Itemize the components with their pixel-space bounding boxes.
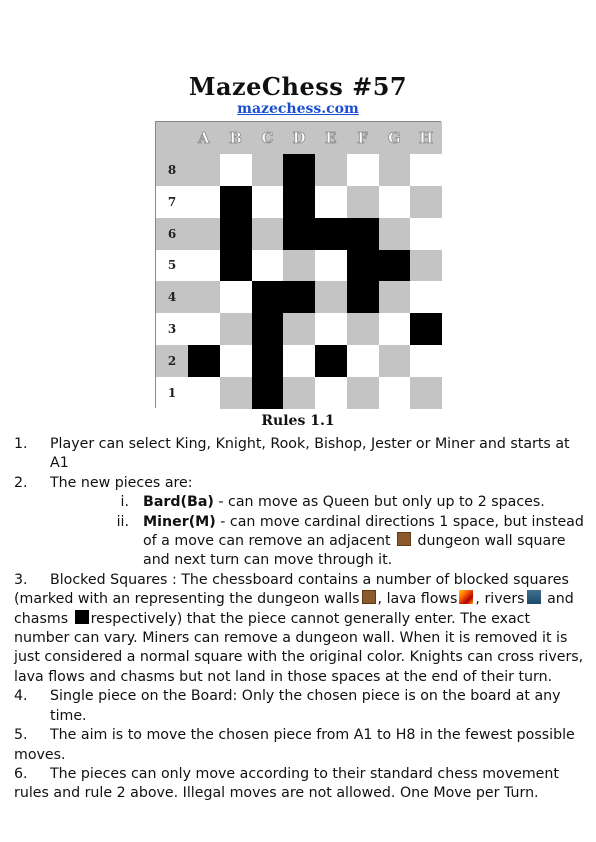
file-label-h: H	[410, 122, 442, 154]
puzzle-title: MazeChess #57	[188, 72, 408, 101]
square-d8[interactable]	[283, 154, 315, 186]
rank-label-5: 5	[156, 250, 188, 282]
rule-text-lava: , lava flows	[377, 591, 458, 608]
square-b8[interactable]	[220, 154, 252, 186]
square-f3[interactable]	[347, 313, 379, 345]
square-c1[interactable]	[252, 377, 284, 409]
square-c8[interactable]	[252, 154, 284, 186]
rule-6	[14, 765, 584, 804]
board-corner	[156, 122, 188, 154]
square-g2[interactable]	[379, 345, 411, 377]
sub-text	[143, 493, 545, 512]
square-f4[interactable]	[347, 281, 379, 313]
square-f8[interactable]	[347, 154, 379, 186]
square-g5[interactable]	[379, 250, 411, 282]
square-f7[interactable]	[347, 186, 379, 218]
rule-4	[14, 687, 584, 726]
sub-number: i.	[120, 494, 129, 511]
rule-text: Single piece on the Board: Only the chosen piece is on the board at any time.	[50, 688, 561, 724]
rule-2	[14, 474, 584, 493]
square-b1[interactable]	[220, 377, 252, 409]
square-c7[interactable]	[252, 186, 284, 218]
square-a1[interactable]	[188, 377, 220, 409]
rule-text: The new pieces are:	[50, 474, 193, 491]
rule-number: 6.	[14, 765, 28, 782]
square-g1[interactable]	[379, 377, 411, 409]
rule-2-sub-2	[14, 513, 584, 571]
dungeon-wall-icon	[362, 590, 376, 604]
square-b5[interactable]	[220, 250, 252, 282]
square-h4[interactable]	[410, 281, 442, 313]
square-a5[interactable]	[188, 250, 220, 282]
square-f5[interactable]	[347, 250, 379, 282]
square-d2[interactable]	[283, 345, 315, 377]
sub-text	[143, 513, 584, 571]
rank-label-2: 2	[156, 345, 188, 377]
square-a7[interactable]	[188, 186, 220, 218]
square-a2[interactable]	[188, 345, 220, 377]
square-g4[interactable]	[379, 281, 411, 313]
chasm-icon	[75, 610, 89, 624]
piece-description: - can move as Queen but only up to 2 spaces.	[213, 494, 545, 511]
square-h3[interactable]	[410, 313, 442, 345]
square-a8[interactable]	[188, 154, 220, 186]
square-d4[interactable]	[283, 281, 315, 313]
square-c6[interactable]	[252, 218, 284, 250]
square-e6[interactable]	[315, 218, 347, 250]
square-a3[interactable]	[188, 313, 220, 345]
rule-text-chasms: and chasms	[14, 591, 574, 627]
square-d7[interactable]	[283, 186, 315, 218]
rank-label-8: 8	[156, 154, 188, 186]
dungeon-wall-icon	[397, 532, 411, 546]
square-h5[interactable]	[410, 250, 442, 282]
square-g8[interactable]	[379, 154, 411, 186]
square-b2[interactable]	[220, 345, 252, 377]
file-label-f: F	[347, 122, 379, 154]
piece-description: - can move cardinal directions 1 space, but instead of a move can remove an adjacent	[143, 513, 584, 550]
square-h8[interactable]	[410, 154, 442, 186]
square-e7[interactable]	[315, 186, 347, 218]
rule-number: 3.	[14, 571, 28, 588]
file-label-c: C	[252, 122, 284, 154]
rules-list	[14, 435, 584, 804]
chessboard	[155, 121, 441, 408]
rule-number: 5.	[14, 727, 28, 744]
rank-label-7: 7	[156, 186, 188, 218]
square-h6[interactable]	[410, 218, 442, 250]
rule-3	[14, 571, 584, 687]
square-c2[interactable]	[252, 345, 284, 377]
rule-text: Player can select King, Knight, Rook, Bishop, Jester or Miner and starts at A1	[50, 436, 570, 472]
square-h2[interactable]	[410, 345, 442, 377]
square-d6[interactable]	[283, 218, 315, 250]
square-e4[interactable]	[315, 281, 347, 313]
rule-text-rest: respectively) that the piece cannot generally enter. The exact number can vary. Miners can remove a dungeon wall. When it is removed it is just considered a normal square with the original color. Knights can cross rivers, lava flows and chasms but not land in those spaces at the end of their turn.	[14, 610, 584, 685]
river-icon	[527, 590, 541, 604]
file-label-g: G	[379, 122, 411, 154]
lava-flow-icon	[459, 590, 473, 604]
rule-1	[14, 435, 584, 474]
square-e3[interactable]	[315, 313, 347, 345]
file-label-e: E	[315, 122, 347, 154]
square-a6[interactable]	[188, 218, 220, 250]
square-b4[interactable]	[220, 281, 252, 313]
rules-title: Rules 1.1	[261, 413, 335, 429]
square-c4[interactable]	[252, 281, 284, 313]
rule-text-rivers: , rivers	[475, 591, 525, 608]
square-e5[interactable]	[315, 250, 347, 282]
square-d1[interactable]	[283, 377, 315, 409]
rule-text: The aim is to move the chosen piece from A1 to H8 in the fewest possible moves.	[14, 727, 575, 763]
square-a4[interactable]	[188, 281, 220, 313]
piece-name: Bard(Ba)	[143, 494, 214, 511]
square-d5[interactable]	[283, 250, 315, 282]
file-label-b: B	[220, 122, 252, 154]
rule-text: Blocked Squares : The chessboard contains a number of blocked squares (marked with an representing the dungeon walls	[14, 571, 569, 608]
square-f6[interactable]	[347, 218, 379, 250]
square-b7[interactable]	[220, 186, 252, 218]
rule-number: 2.	[14, 474, 28, 491]
square-c5[interactable]	[252, 250, 284, 282]
rank-label-1: 1	[156, 377, 188, 409]
square-h7[interactable]	[410, 186, 442, 218]
rule-number: 4.	[14, 688, 28, 705]
square-f1[interactable]	[347, 377, 379, 409]
rule-number: 1.	[14, 436, 28, 452]
rule-2-sub-1	[14, 493, 584, 512]
piece-name: Miner(M)	[143, 513, 216, 530]
square-f2[interactable]	[347, 345, 379, 377]
square-e8[interactable]	[315, 154, 347, 186]
square-d3[interactable]	[283, 313, 315, 345]
rank-label-6: 6	[156, 218, 188, 250]
square-g7[interactable]	[379, 186, 411, 218]
square-g6[interactable]	[379, 218, 411, 250]
rule-text: The pieces can only move according to their standard chess movement rules and rule 2 above. Illegal moves are not allowed. One Move per Turn.	[14, 765, 559, 802]
file-label-a: A	[188, 122, 220, 154]
file-label-d: D	[283, 122, 315, 154]
rank-label-3: 3	[156, 313, 188, 345]
rule-5	[14, 726, 584, 765]
square-b3[interactable]	[220, 313, 252, 345]
square-b6[interactable]	[220, 218, 252, 250]
square-c3[interactable]	[252, 313, 284, 345]
square-e1[interactable]	[315, 377, 347, 409]
site-link[interactable]: mazechess.com	[237, 101, 359, 117]
rank-label-4: 4	[156, 281, 188, 313]
piece-description-cont: dungeon wall square and next turn can move through it.	[143, 533, 566, 569]
square-g3[interactable]	[379, 313, 411, 345]
square-h1[interactable]	[410, 377, 442, 409]
sub-number: ii.	[116, 513, 129, 530]
square-e2[interactable]	[315, 345, 347, 377]
